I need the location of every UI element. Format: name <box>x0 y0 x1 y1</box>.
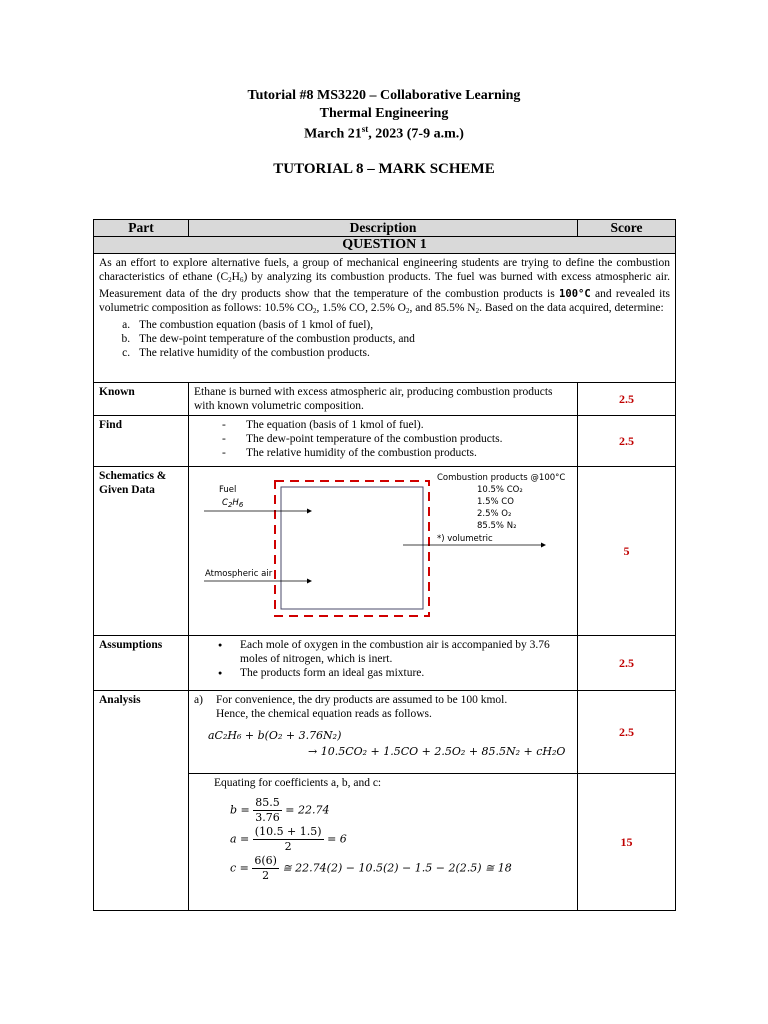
list-item: a. The combustion equation (basis of 1 kmol of fuel), <box>133 318 670 332</box>
header-subject: Thermal Engineering <box>319 106 449 121</box>
fuel-arrowhead <box>307 509 312 514</box>
schematics-score: 5 <box>578 467 676 636</box>
product-n2: 85.5% N₂ <box>477 521 517 531</box>
date-text: March 21 <box>304 126 362 142</box>
product-o2: 2.5% O₂ <box>477 509 512 519</box>
list-item: ● The products form an ideal gas mixture. <box>218 666 572 680</box>
schematics-label: Schematics & Given Data <box>94 467 189 636</box>
analysis-score-1: 2.5 <box>578 691 676 774</box>
list-item: ● Each mole of oxygen in the combustion air is accompanied by 3.76 moles of nitrogen, which is inert. <box>218 638 572 666</box>
date-time: , 2023 (7-9 a.m.) <box>368 126 464 142</box>
assumptions-cell <box>189 636 578 691</box>
problem-tasks <box>99 318 670 360</box>
known-score: 2.5 <box>578 383 676 416</box>
intro-line-2: Hence, the chemical equation reads as follows. <box>216 708 432 720</box>
analysis-score-2: 15 <box>578 774 676 911</box>
mark-scheme-table <box>93 219 676 911</box>
known-label: Known <box>94 383 189 416</box>
product-co: 1.5% CO <box>477 497 514 507</box>
list-item: c. The relative humidity of the combustion products. <box>133 346 670 360</box>
analysis-label: Analysis <box>94 691 189 911</box>
products-arrowhead <box>541 543 546 548</box>
doc-title: TUTORIAL 8 – MARK SCHEME <box>273 161 495 177</box>
schematic-diagram <box>189 467 577 635</box>
products-title: Combustion products @100°C <box>437 473 566 483</box>
find-score: 2.5 <box>578 416 676 467</box>
find-list <box>194 418 572 460</box>
find-list-cell <box>189 416 578 467</box>
analysis-intro <box>194 693 572 721</box>
intro-line-1: For convenience, the dry products are assumed to be 100 kmol. <box>216 694 508 706</box>
list-item: - The dew-point temperature of the combustion products. <box>222 432 572 446</box>
air-label: Atmospheric air <box>205 569 273 579</box>
list-item: - The relative humidity of the combustion products. <box>222 446 572 460</box>
combustion-equation-lhs: aC₂H₆ + b(O₂ + 3.76N₂) <box>208 729 342 742</box>
assumptions-label: Assumptions <box>94 636 189 691</box>
fuel-formula: $C_2H_6$ <box>222 498 244 509</box>
temperature-value: 100°C <box>559 288 591 300</box>
fuel-label: Fuel <box>219 485 237 495</box>
problem-statement: As an effort to explore alternative fuels, a group of mechanical engineering students are trying to define the combustion characteristics of ethane $(C_2H_6)$ by analyzing its combustion products. The fuel was burned with excess atmospheric air. Measurement data of the dry products show that the temperature of the combustion products is 100°C and revealed its volumetric composition as follows: 10.5% $CO_2$, 1.5% CO, 2.5% $O_2$, and 85.5% $N_2$. Based on the data acquired, determine: a. The combustion equation (basis of 1 kmol of fuel), b. The dew-point temperature of the combustion products, and c. The relative humidity of the combustion products. <box>94 254 676 383</box>
col-part-header: Part <box>94 220 189 237</box>
analysis-coefficients-cell <box>189 774 578 911</box>
eq-a: a = $\frac{(10.5 + 1.5)}{2}$ = 6 <box>230 825 347 853</box>
find-label: Find <box>94 416 189 467</box>
col-description-header: Description <box>189 220 578 237</box>
product-co2: 10.5% CO₂ <box>477 485 523 495</box>
header-date <box>0 124 768 143</box>
question-heading: QUESTION 1 <box>94 237 676 254</box>
list-item: - The equation (basis of 1 kmol of fuel). <box>222 418 572 432</box>
control-volume-boundary <box>275 481 429 616</box>
header-course: Tutorial #8 MS3220 – Collaborative Learning <box>247 88 521 103</box>
part-letter: a) <box>194 694 203 706</box>
date-sup: st <box>361 124 369 134</box>
combustion-equation-rhs: → 10.5CO₂ + 1.5CO + 2.5O₂ + 85.5N₂ + cH₂O <box>308 745 566 758</box>
eq-b: b = $\frac{85.5}{3.76}$ = 22.74 <box>230 796 330 824</box>
combustion-chamber <box>281 487 423 609</box>
list-item: b. The dew-point temperature of the combustion products, and <box>133 332 670 346</box>
assumptions-list <box>194 638 572 680</box>
analysis-equation-cell <box>189 691 578 774</box>
air-arrowhead <box>307 579 312 584</box>
col-score-header: Score <box>578 220 676 237</box>
known-text: Ethane is burned with excess atmospheric air, producing combustion products with known volumetric composition. <box>189 383 578 416</box>
volumetric-note: *) volumetric <box>437 534 493 544</box>
assumptions-score: 2.5 <box>578 636 676 691</box>
schematic-cell <box>189 467 578 636</box>
equating-text: Equating for coefficients a, b, and c: <box>214 777 382 789</box>
eq-c: c = $\frac{6(6)}{2}$ ≅ 22.74(2) − 10.5(2) − 1.5 − 2(2.5) ≅ 18 <box>230 854 512 882</box>
